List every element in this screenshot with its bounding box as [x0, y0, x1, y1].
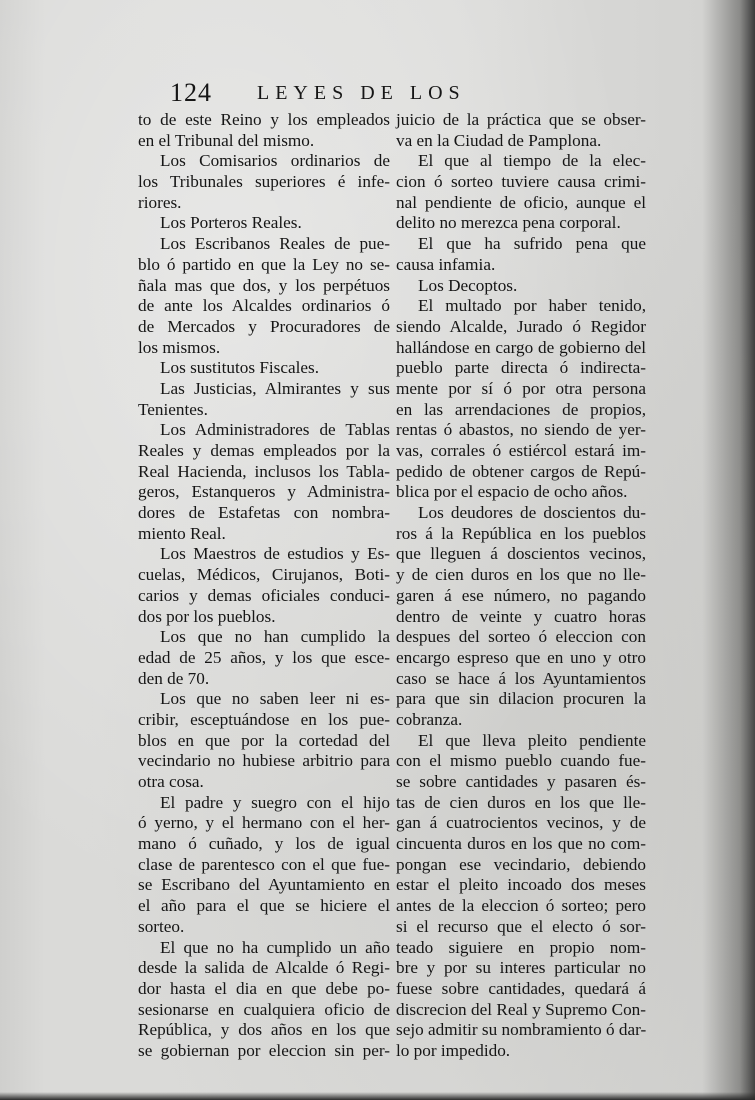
text-column-right: [396, 110, 646, 1062]
text-column-left: [138, 110, 390, 1062]
text-line: Los que no han cumplido la: [160, 627, 390, 647]
text-line: bre y por su interes particular no: [396, 958, 646, 978]
text-line: sejo admitir su nombramiento ó dar-: [396, 1020, 647, 1040]
text-line: teado siguiere en propio nom-: [396, 937, 646, 957]
text-line: otra cosa.: [138, 772, 204, 791]
text-line: geros, Estanqueros y Administra-: [138, 482, 390, 502]
text-line: vecindario no hubiese arbitrio para: [138, 751, 390, 771]
text-line: que lleguen á doscientos vecinos,: [396, 544, 646, 564]
page-header: [170, 78, 610, 108]
text-line: Los Porteros Reales.: [160, 213, 302, 233]
text-line: to de este Reino y los empleados: [138, 110, 390, 129]
text-line: despues del sorteo ó eleccion con: [396, 627, 646, 647]
text-line: mano ó cuñado, y los de igual: [138, 834, 390, 854]
text-line: para que sin dilacion procuren la: [396, 689, 646, 709]
text-line: fuese sobre cantidades, quedará á: [396, 978, 646, 998]
text-line: cribir, esceptuándose en los pue-: [138, 709, 390, 729]
text-line: en las arrendaciones de propios,: [396, 399, 646, 419]
text-line: antes de la eleccion ó sorteo; pero: [396, 896, 646, 916]
text-line: Los sustitutos Fiscales.: [160, 358, 319, 378]
text-line: se sobre cantidades y pasaren és-: [396, 772, 646, 791]
text-line: sesionarse en cualquiera oficio de: [138, 999, 390, 1019]
text-line: Reales y demas empleados por la: [138, 441, 390, 460]
text-line: se Escribano del Ayuntamiento en: [138, 875, 390, 895]
text-line: pueblo parte directa ó indirecta-: [396, 358, 646, 378]
text-line: cion ó sorteo tuviere causa crimi-: [396, 172, 646, 192]
text-line: Real Hacienda, inclusos los Tabla-: [138, 461, 390, 481]
text-line: y de cien duros en los que no lle-: [396, 565, 646, 585]
text-line: El padre y suegro con el hijo: [160, 792, 390, 812]
text-line: Los Comisarios ordinarios de: [160, 151, 390, 171]
text-line: El que lleva pleito pendiente: [418, 730, 646, 750]
text-line: dores de Estafetas con nombra-: [138, 503, 390, 523]
text-line: Los Maestros de estudios y Es-: [160, 544, 390, 564]
text-line: desde la salida de Alcalde ó Regi-: [138, 958, 390, 978]
text-line: vas, corrales ó estiércol estará im-: [396, 441, 646, 460]
text-line: den de 70.: [138, 668, 210, 688]
text-line: caso se hace á los Ayuntamientos: [396, 668, 646, 688]
text-line: dentro de veinte y cuatro horas: [396, 606, 646, 626]
text-line: sorteo.: [138, 916, 185, 936]
text-line: juicio de la práctica que se obser-: [396, 110, 646, 129]
text-line: encargo espreso que en uno y otro: [396, 647, 646, 667]
page-number: 124: [170, 78, 212, 107]
text-line: estar el pleito incoado dos meses: [396, 875, 646, 895]
running-head: LEYES DE LOS: [257, 82, 466, 104]
text-line: pedido de obtener cargos de Repú-: [396, 461, 646, 481]
text-line: en el Tribunal del mismo.: [138, 130, 315, 150]
text-line: El que al tiempo de la elec-: [418, 151, 646, 171]
text-line: tas de cien duros en los que lle-: [396, 792, 646, 812]
text-line: cincuenta duros en los que no com-: [396, 834, 646, 854]
text-line: los mismos.: [138, 337, 221, 357]
text-line: Los que no saben leer ni es-: [160, 689, 390, 709]
text-line: garen á ese número, no pagando: [396, 585, 646, 605]
text-line: nal pendiente de oficio, aunque el: [396, 192, 646, 212]
text-line: de Mercados y Procuradores de: [138, 316, 390, 336]
text-line: El que no ha cumplido un año: [160, 937, 390, 957]
text-line: ó yerno, y el hermano con el her-: [138, 813, 390, 833]
text-line: Los Administradores de Tablas: [160, 420, 390, 440]
text-line: El multado por haber tenido,: [418, 296, 646, 316]
text-line: cuelas, Médicos, Cirujanos, Boti-: [138, 565, 390, 585]
text-line: carios y demas oficiales conduci-: [138, 585, 390, 605]
text-line: miento Real.: [138, 523, 226, 543]
text-line: Los Decoptos.: [418, 275, 518, 295]
text-line: blo ó partido en que la Ley no se-: [138, 254, 390, 274]
page-edge-shadow: [0, 1092, 755, 1100]
text-line: Las Justicias, Almirantes y sus: [160, 378, 390, 398]
text-line: si el recurso que el electo ó sor-: [396, 916, 646, 936]
text-line: con el mismo pueblo cuando fue-: [396, 751, 646, 771]
text-line: el año para el que se hiciere el: [138, 896, 390, 916]
text-line: blos en que por la cortedad del: [138, 730, 390, 750]
text-line: ros á la República en los pueblos: [396, 523, 646, 543]
text-line: pongan ese vecindario, debiendo: [396, 854, 646, 874]
text-line: rentas ó abastos, no siendo de yer-: [396, 420, 646, 440]
text-line: República, y dos años en los que: [138, 1020, 390, 1040]
text-line: gan á cuatrocientos vecinos, y de: [396, 813, 646, 833]
text-line: va en la Ciudad de Pamplona.: [396, 130, 602, 150]
text-line: los Tribunales superiores é infe-: [138, 172, 390, 192]
text-line: clase de parentesco con el que fue-: [138, 854, 390, 874]
text-line: dos por los pueblos.: [138, 606, 276, 626]
text-line: edad de 25 años, y los que esce-: [138, 647, 390, 667]
text-line: mente por sí ó por otra persona: [396, 378, 646, 398]
text-line: se gobiernan por eleccion sin per-: [138, 1040, 390, 1060]
text-line: siendo Alcalde, Jurado ó Regidor: [396, 316, 646, 336]
text-line: delito no merezca pena corporal.: [396, 213, 621, 233]
text-line: Tenientes.: [138, 399, 208, 419]
text-line: Los Escribanos Reales de pue-: [160, 234, 390, 254]
text-line: blica por el espacio de ocho años.: [396, 482, 628, 502]
text-line: Los deudores de doscientos du-: [418, 503, 646, 523]
text-line: discrecion del Real y Supremo Con-: [396, 999, 646, 1019]
text-line: El que ha sufrido pena que: [418, 234, 646, 254]
text-line: lo por impedido.: [396, 1040, 511, 1060]
text-line: riores.: [138, 192, 182, 212]
text-line: ñala mas que dos, y los perpétuos: [138, 275, 390, 295]
text-line: cobranza.: [396, 709, 463, 729]
text-line: hallándose en cargo de gobierno del: [396, 337, 646, 357]
text-line: causa infamia.: [396, 254, 496, 274]
text-line: de ante los Alcaldes ordinarios ó: [138, 296, 390, 316]
text-line: dor hasta el dia en que debe po-: [138, 978, 390, 998]
